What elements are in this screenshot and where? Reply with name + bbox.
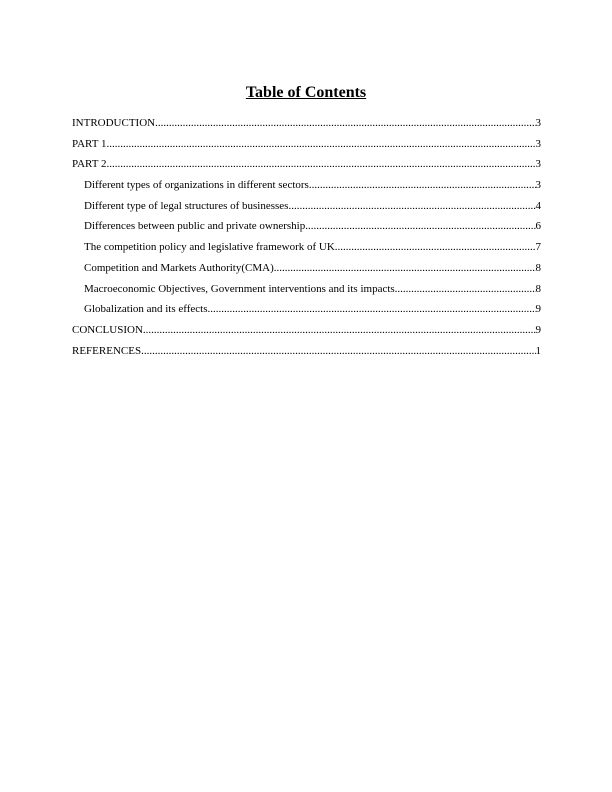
toc-entry-cma[interactable]	[72, 261, 541, 282]
toc-entry-legal-structures[interactable]	[72, 199, 541, 220]
toc-entry-label: The competition policy and legislative framework of UK	[84, 241, 335, 254]
toc-entry-page: 8	[535, 261, 541, 274]
toc-entry-page: 7	[535, 241, 541, 254]
toc-entry-globalization[interactable]	[72, 302, 541, 323]
toc-title: Table of Contents	[245, 84, 367, 101]
toc-entry-conclusion[interactable]	[72, 323, 541, 344]
toc-entry-page: 6	[535, 220, 541, 233]
toc-entry-part-1[interactable]	[72, 137, 541, 158]
dot-leader	[107, 137, 536, 151]
toc-entry-label: Competition and Markets Authority(CMA)	[84, 261, 274, 274]
dot-leader	[208, 302, 536, 316]
toc-entry-references[interactable]	[72, 344, 541, 365]
toc-entry-label: Different type of legal structures of businesses	[84, 199, 289, 212]
toc-entry-label: CONCLUSION	[72, 323, 143, 336]
toc-entry-competition-policy[interactable]	[72, 240, 541, 261]
toc-entry-page: 3	[535, 117, 541, 129]
toc-entry-page: 3	[535, 137, 541, 150]
dot-leader	[141, 344, 535, 358]
dot-leader	[288, 199, 535, 213]
toc-entry-label: INTRODUCTION	[72, 117, 156, 129]
toc-entry-label: Different types of organizations in different sectors	[84, 179, 309, 192]
toc-entry-page: 4	[535, 199, 541, 212]
toc-entry-page: 9	[535, 303, 541, 316]
toc-list	[72, 116, 541, 364]
dot-leader	[395, 282, 536, 296]
toc-entry-label: REFERENCES	[72, 344, 142, 357]
toc-entry-label: Macroeconomic Objectives, Government interventions and its impacts	[84, 282, 395, 295]
toc-entry-label: Globalization and its effects	[84, 303, 208, 316]
dot-leader	[274, 261, 536, 275]
dot-leader	[107, 157, 536, 171]
dot-leader	[305, 219, 535, 233]
dot-leader	[143, 323, 536, 337]
toc-entry-label: Differences between public and private ownership	[84, 220, 306, 233]
dot-leader	[309, 178, 536, 192]
toc-entry-page: 1	[535, 344, 541, 357]
dot-leader	[335, 240, 536, 254]
toc-entry-macroeconomic-objectives[interactable]	[72, 282, 541, 303]
toc-entry-page: 3	[535, 158, 541, 171]
dot-leader	[155, 116, 535, 130]
toc-entry-part-2[interactable]	[72, 157, 541, 178]
toc-entry-page: 3	[535, 179, 541, 192]
toc-entry-page: 8	[535, 282, 541, 295]
toc-entry-label: PART 2	[72, 158, 107, 171]
toc-entry-public-private-ownership[interactable]	[72, 219, 541, 240]
toc-entry-organization-types[interactable]	[72, 178, 541, 199]
toc-entry-introduction[interactable]	[72, 116, 541, 137]
toc-entry-label: PART 1	[72, 137, 107, 150]
toc-entry-page: 9	[535, 323, 541, 336]
